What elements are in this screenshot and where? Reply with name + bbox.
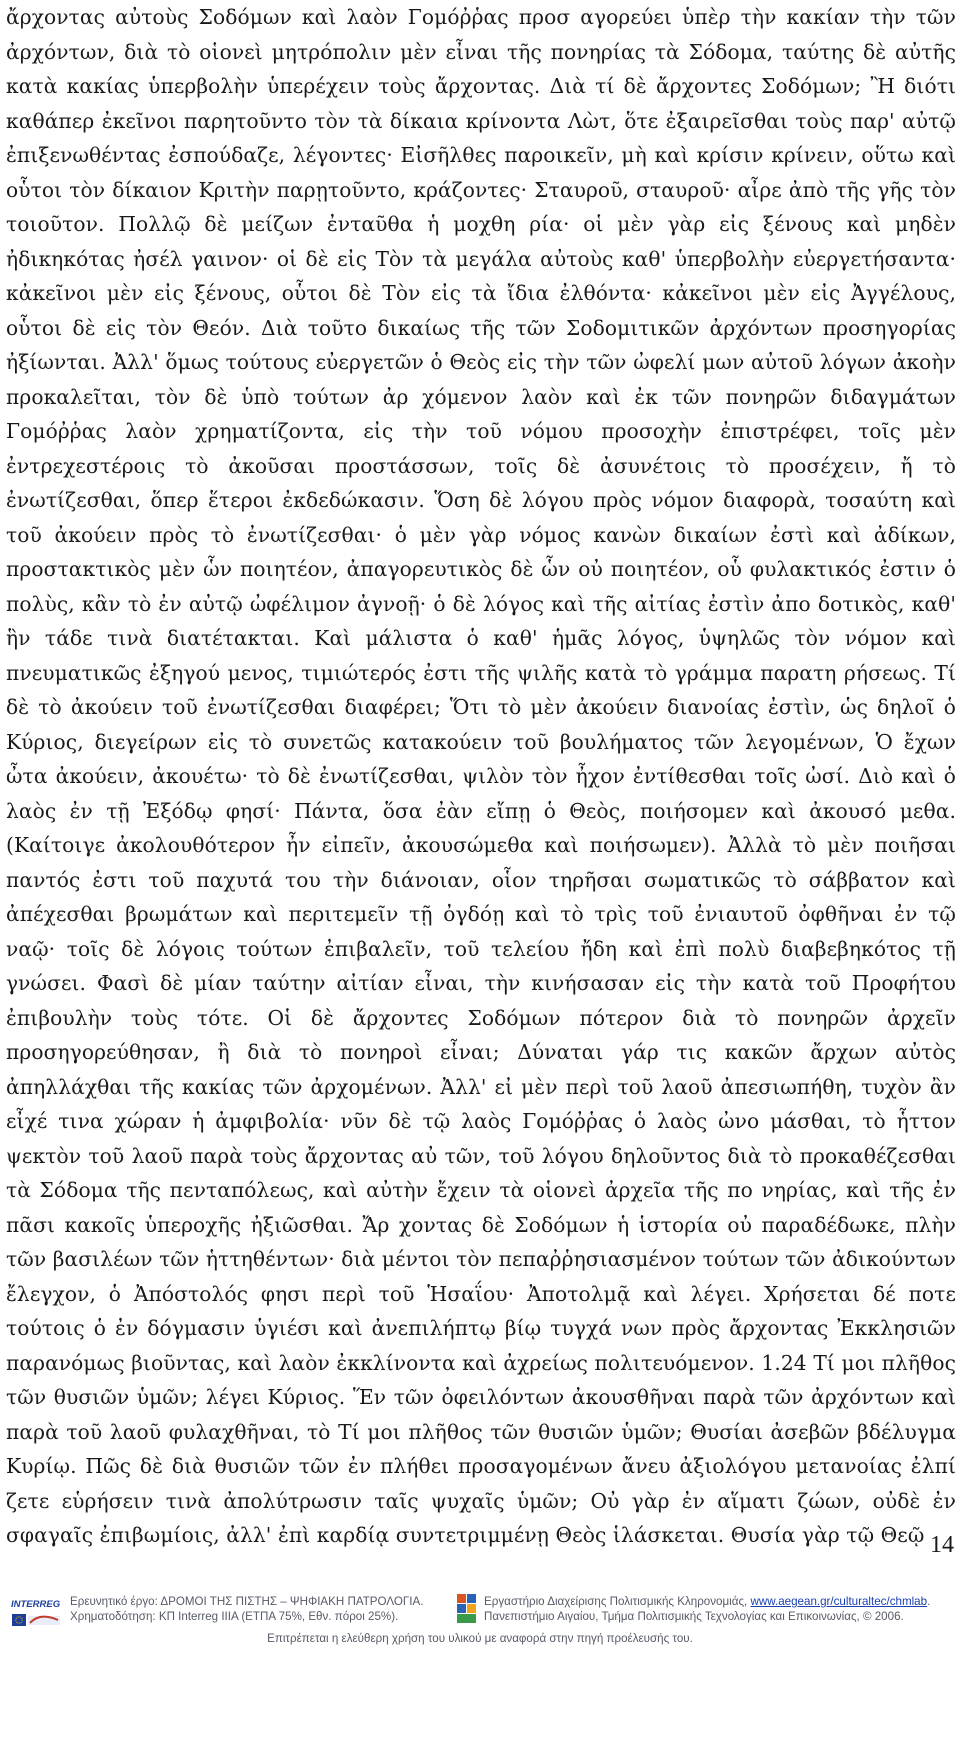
footer-lab-suffix: . [927, 1595, 931, 1608]
footer-lab-name: Εργαστήριο Διαχείρισης Πολιτισμικής Κληρονομιάς, [484, 1595, 751, 1608]
lab-logo-icon [456, 1592, 478, 1628]
page-number: 14 [930, 1532, 954, 1558]
footer-university-line: Πανεπιστήμιο Αιγαίου, Τμήμα Πολιτισμικής Τεχνολογίας και Επικοινωνίας, © 2006. [484, 1610, 904, 1623]
footer-funding-line: Χρηματοδότηση: ΚΠ Interreg IIIA (ΕΤΠΑ 75%, Εθν. πόροι 25%). [70, 1610, 399, 1623]
footer-lab-link[interactable]: www.aegean.gr/culturaltec/chmlab [750, 1595, 928, 1608]
footer-left [10, 1590, 460, 1630]
svg-text:INTERREG: INTERREG [11, 1599, 61, 1610]
footer [0, 1590, 960, 1670]
footer-right [456, 1590, 956, 1630]
body-text: ἄρχοντας αὐτοὺς Σοδόμων καὶ λαὸν Γομόῤῥας προσ αγορεύει ὑπὲρ τὴν κακίαν τὴν τῶν ἀρχόντων, διὰ τὸ οἱονεὶ μητρόπολιν μὲν εἶναι τῆς πονηρίας τὰ Σόδομα, ταύτης δὲ αὐτῆς κατὰ κακίας ὑπερβολὴν ὑπερέχειν τοὺς ἄρχοντας. Διὰ τί δὲ ἄρχοντες Σοδόμων; Ἢ διότι καθάπερ ἐκεῖνοι παρητοῦντο τὸν τὰ δίκαια κρίνοντα Λὼτ, ὅτε ἐξαιρεῖσθαι τοὺς παρ' αὐτῷ ἐπιξενωθέντας ἐσπούδαζε, λέγοντες· Εἰσῆλθες παροικεῖν, μὴ καὶ κρίσιν κρίνειν, οὕτω καὶ οὗτοι τὸν δίκαιον Κριτὴν παρῃτοῦντο, κράζοντες· Σταυροῦ, σταυροῦ· αἶρε ἀπὸ τῆς γῆς τὸν τοιοῦτον. Πολλῷ δὲ μείζων ἐνταῦθα ἡ μοχθη ρία· οἱ μὲν γὰρ εἰς ξένους καὶ μηδὲν ἠδικηκότας ἠσέλ γαινον· οἱ δὲ εἰς Τὸν τὰ μεγάλα αὐτοὺς καθ' ὑπερβολὴν εὐεργετήσαντα· κἀκεῖνοι μὲν εἰς ξένους, οὗτοι δὲ Τὸν εἰς τὰ ἴδια ἐλθόντα· κἀκεῖνοι μὲν εἰς Ἀγγέλους, οὗτοι δὲ εἰς τὸν Θεόν. Διὰ τοῦτο δικαίως τῆς τῶν Σοδομιτικῶν ἀρχόντων προσηγορίας ἠξίωνται. Ἀλλ' ὅμως τούτους εὐεργετῶν ὁ Θεὸς εἰς τὴν τῶν ὠφελί μων αὐτοῦ λόγων ἀκοὴν προκαλεῖται, τὸν δὲ ὑπὸ τούτων ἀρ χόμενον λαὸν καὶ ἐκ τῶν πονηρῶν διδαγμάτων Γομόῤῥας λαὸν χρηματίζοντα, εἰς τὴν τοῦ νόμου προσοχὴν ἐπιστρέφει, τοῖς μὲν ἐντρεχεστέροις τὸ ἀκοῦσαι προστάσσων, τοῖς δὲ ἀσυνέτοις τὸ προσέχειν, ἤ τὸ ἐνωτίζεσθαι, ὅπερ ἕτεροι ἐκδεδώκασιν. Ὅση δὲ λόγου πρὸς νόμον διαφορὰ, τοσαύτη καὶ τοῦ ἀκούειν πρὸς τὸ ἐνωτίζεσθαι· ὁ μὲν γὰρ νόμος κανὼν δικαίων ἐστὶ καὶ ἀδίκων, προστακτικὸς μὲν ὧν ποιητέον, ἀπαγορευτικὸς δὲ ὧν οὐ ποιητέον, οὗ φυλακτικός ἐστιν ὁ πολὺς, κἂν τὸ ἐν αὐτῷ ὠφέλιμον ἀγνοῇ· ὁ δὲ λόγος καὶ τῆς αἰτίας ἐστὶν ἀπο δοτικὸς, καθ' ἣν τάδε τινὰ διατέτακται. Καὶ μάλιστα ὁ καθ' ἡμᾶς λόγος, ὑψηλῶς τὸν νόμον καὶ πνευματικῶς ἐξηγού μενος, τιμιώτερός ἐστι τῆς ψιλῆς κατὰ τὸ γράμμα παρατη ρήσεως. Τί δὲ τὸ ἀκούειν τοῦ ἐνωτίζεσθαι διαφέρει; Ὅτι τὸ μὲν ἀκούειν διανοίας ἐστὶν, ὡς δηλοῖ ὁ Κύριος, διεγείρων εἰς τὸ συνετῶς κατακούειν τοῦ βουλήματος τῶν λεγομένων, Ὁ ἔχων ὦτα ἀκούειν, ἀκουέτω· τὸ δὲ ἐνωτίζεσθαι, ψιλὸν τὸν ἦχον ἐντίθεσθαι τοῖς ὠσί. Διὸ καὶ ὁ λαὸς ἐν τῇ Ἐξόδῳ φησί· Πάντα, ὅσα ἐὰν εἴπῃ ὁ Θεὸς, ποιήσομεν καὶ ἀκουσό μεθα. (Καίτοιγε ἀκολουθότερον ἦν εἰπεῖν, ἀκουσώμεθα καὶ ποιήσωμεν). Ἀλλὰ τὸ μὲν ποιῆσαι παντός ἐστι τοῦ παχυτά του τὴν διάνοιαν, οἷον τηρῆσαι σωματικῶς τὸ σάββατον καὶ ἀπέχεσθαι βρωμάτων καὶ περιτεμεῖν τῇ ὀγδόῃ καὶ τὸ τρὶς τοῦ ἐνιαυτοῦ ὀφθῆναι ἐν τῷ ναῷ· τοῖς δὲ λόγοις τούτων ἐπιβαλεῖν, τοῦ τελείου ἤδη καὶ ἐπὶ πολὺ διαβεβηκότος τῇ γνώσει. Φασὶ δὲ μίαν ταύτην αἰτίαν εἶναι, τὴν κινήσασαν εἰς τὴν κατὰ τοῦ Προφήτου ἐπιβουλὴν τοὺς τότε. Οἱ δὲ ἄρχοντες Σοδόμων πότερον διὰ τὸ πονηρῶν ἀρχεῖν προσηγορεύθησαν, ἢ διὰ τὸ πονηροὶ εἶναι; Δύναται γάρ τις κακῶν ἄρχων αὐτὸς ἀπηλλάχθαι τῆς κακίας τῶν ἀρχομένων. Ἀλλ' εἰ μὲν περὶ τοῦ λαοῦ ἀπεσιωπήθη, τυχὸν ἂν εἶχέ τινα χώραν ἡ ἀμφιβολία· νῦν δὲ τῷ λαὸς Γομόῤῥας ὁ λαὸς ὠνο μάσθαι, τὸ ἧττον ψεκτὸν τοῦ λαοῦ παρὰ τοὺς ἄρχοντας αὐ τῶν, τοῦ λόγου δηλοῦντος διὰ τὸ προκαθέζεσθαι τὰ Σόδομα τῆς πενταπόλεως, καὶ αὐτὴν ἔχειν τὰ οἱονεὶ ἀρχεῖα τῆς πο νηρίας, καὶ τῆς ἐν πᾶσι κακοῖς ὑπεροχῆς ἠξιῶσθαι. Ἄρ χοντας δὲ Σοδόμων ἡ ἱστορία οὐ παραδέδωκε, πλὴν τῶν βασιλέων τῶν ἡττηθέντων· διὰ μέντοι τὸν πεπαῤῥησιασμένον τούτων τῶν ἀδικούντων ἔλεγχον, ὁ Ἀπόστολός φησι περὶ τοῦ Ἡσαΐου· Ἀποτολμᾷ καὶ λέγει. Χρήσεται δέ ποτε τούτοις ὁ ἐν δόγμασιν ὑγιέσι καὶ ἀνεπιλήπτῳ βίῳ τυγχά νων πρὸς ἄρχοντας Ἐκκλησιῶν παρανόμως βιοῦντας, καὶ λαὸν ἐκκλίνοντα καὶ ἀχρείως πολιτευόμενον. 1.24 Τί μοι πλῆθος τῶν θυσιῶν ὑμῶν; λέγει Κύριος. Ἕν τῶν ὀφειλόντων ἀκουσθῆναι παρὰ τῶν ἀρχόντων καὶ παρὰ τοῦ λαοῦ φυλαχθῆναι, τὸ Τί μοι πλῆθος τῶν θυσιῶν ὑμῶν; Θυσίαι ἀσεβῶν βδέλυγμα Κυρίῳ. Πῶς δὲ διὰ θυσιῶν τῶν ἐν πλήθει προσαγομένων ἄνευ ἀξιολόγου μετανοίας ἐλπί ζετε εὑρήσειν τινὰ ἀπολύτρωσιν ταῖς ψυχαῖς ὑμῶν; Οὐ γὰρ ἐν αἵματι ζώων, οὐδὲ ἐν σφαγαῖς ἐπιβωμίοις, ἀλλ' ἐπὶ καρδίᾳ συντετριμμένῃ Θεὸς ἱλάσκεται. Θυσία γὰρ τῷ Θεῷ [6, 5, 956, 1547]
footer-project-line: Ερευνητικό έργο: ΔΡΟΜΟΙ ΤΗΣ ΠΙΣΤΗΣ – ΨΗΦΙΑΚΗ ΠΑΤΡΟΛΟΓΙΑ. [70, 1595, 424, 1608]
interreg-logo-icon [10, 1594, 62, 1628]
footer-usage-note: Επιτρέπεται η ελεύθερη χρήση του υλικού με αναφορά στην πηγή προέλευσής του. [267, 1632, 693, 1645]
footer-lab-line [484, 1594, 930, 1609]
